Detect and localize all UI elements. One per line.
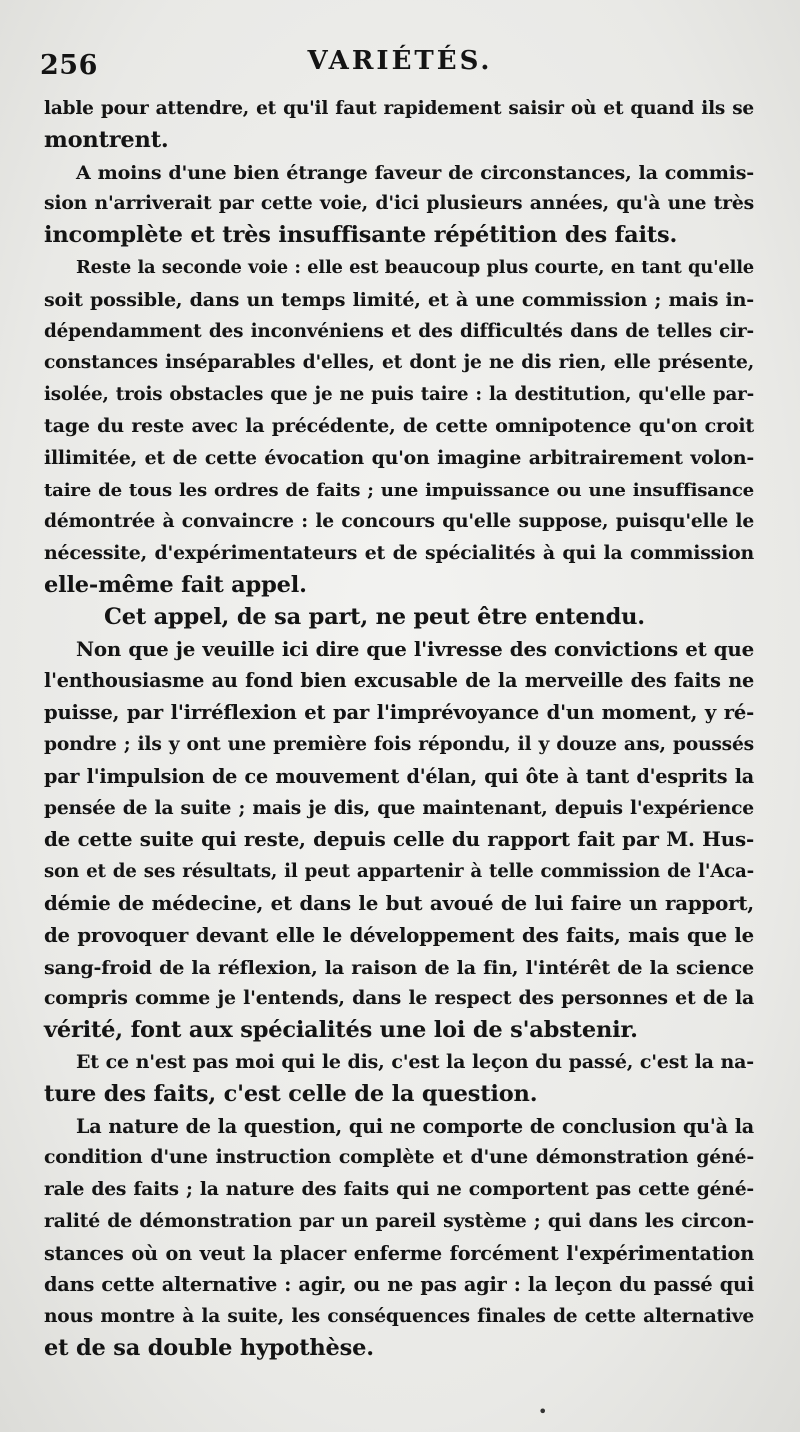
page-header bbox=[40, 46, 760, 86]
text-line: illimitée, et de cette évocation qu'on imagine arbitrairement volon- bbox=[44, 446, 754, 469]
text-line: Cet appel, de sa part, ne peut être entendu. bbox=[104, 603, 645, 630]
text-line: compris comme je l'entends, dans le respect des personnes et de la bbox=[44, 987, 754, 1010]
text-line: sang-froid de la réflexion, la raison de la fin, l'intérêt de la science bbox=[44, 955, 754, 979]
text-line: soit possible, dans un temps limité, et à une commission ; mais in- bbox=[44, 287, 754, 311]
running-title: VARIÉTÉS. bbox=[307, 46, 493, 76]
text-line: de cette suite qui reste, depuis celle du rapport fait par M. Hus- bbox=[44, 827, 754, 852]
text-line: Non que je veuille ici dire que l'ivresse des convictions et que bbox=[76, 636, 754, 661]
body-text bbox=[44, 93, 754, 1365]
text-line: elle-même fait appel. bbox=[44, 571, 307, 598]
text-line: sion n'arriverait par cette voie, d'ici plusieurs années, qu'à une très bbox=[44, 192, 754, 215]
text-line: son et de ses résultats, il peut appartenir à telle commission de l'Aca- bbox=[44, 861, 754, 883]
text-line: ture des faits, c'est celle de la question. bbox=[44, 1080, 538, 1107]
text-line: nous montre à la suite, les conséquences finales de cette alternative bbox=[44, 1306, 754, 1328]
text-line: pondre ; ils y ont une première fois répondu, il y douze ans, poussés bbox=[44, 732, 754, 755]
text-line: Reste la seconde voie : elle est beaucoup plus courte, en tant qu'elle bbox=[76, 256, 754, 278]
text-line: puisse, par l'irréflexion et par l'imprévoyance d'un moment, y ré- bbox=[44, 701, 754, 725]
text-line: dans cette alternative : agir, ou ne pas agir : la leçon du passé qui bbox=[44, 1273, 754, 1297]
text-line: montrent. bbox=[44, 126, 169, 153]
text-line: A moins d'une bien étrange faveur de circonstances, la commis- bbox=[76, 160, 754, 184]
text-line: rale des faits ; la nature des faits qui ne comportent pas cette géné- bbox=[44, 1178, 754, 1201]
text-line: Et ce n'est pas moi qui le dis, c'est la leçon du passé, c'est la na- bbox=[76, 1050, 754, 1073]
text-line: ralité de démonstration par un pareil système ; qui dans les circon- bbox=[44, 1209, 754, 1232]
text-line: incomplète et très insuffisante répétition des faits. bbox=[44, 222, 678, 249]
text-line: de provoquer devant elle le développement des faits, mais que le bbox=[44, 923, 754, 947]
text-line: condition d'une instruction complète et d'une démonstration géné- bbox=[44, 1146, 754, 1169]
text-line: l'enthousiasme au fond bien excusable de la merveille des faits ne bbox=[44, 669, 754, 693]
text-line: démontrée à convaincre : le concours qu'elle suppose, puisqu'elle le bbox=[44, 510, 754, 533]
text-line: dépendamment des inconvéniens et des difficultés dans de telles cir- bbox=[44, 320, 754, 342]
text-line: La nature de la question, qui ne comporte de conclusion qu'à la bbox=[76, 1114, 754, 1138]
text-line: par l'impulsion de ce mouvement d'élan, qui ôte à tant d'esprits la bbox=[44, 764, 754, 788]
text-line: vérité, font aux spécialités une loi de s'abstenir. bbox=[44, 1017, 638, 1044]
text-line: lable pour attendre, et qu'il faut rapidement saisir où et quand ils se bbox=[44, 98, 754, 119]
text-line: tage du reste avec la précédente, de cette omnipotence qu'on croit bbox=[44, 414, 754, 437]
text-line: démie de médecine, et dans le but avoué de lui faire un rapport, bbox=[44, 890, 754, 915]
text-line: nécessite, d'expérimentateurs et de spécialités à qui la commission bbox=[44, 542, 754, 565]
ink-speck: • bbox=[538, 1402, 548, 1421]
text-line: et de sa double hypothèse. bbox=[44, 1335, 374, 1362]
text-line: stances où on veut la placer enferme forcément l'expérimentation bbox=[44, 1241, 754, 1265]
text-line: pensée de la suite ; mais je dis, que maintenant, depuis l'expérience bbox=[44, 796, 754, 819]
text-line: taire de tous les ordres de faits ; une impuissance ou une insuffisance bbox=[44, 479, 754, 501]
text-line: constances inséparables d'elles, et dont je ne dis rien, elle présente, bbox=[44, 351, 754, 374]
page-number: 256 bbox=[40, 50, 98, 81]
text-line: isolée, trois obstacles que je ne puis taire : la destitution, qu'elle par- bbox=[44, 384, 754, 406]
